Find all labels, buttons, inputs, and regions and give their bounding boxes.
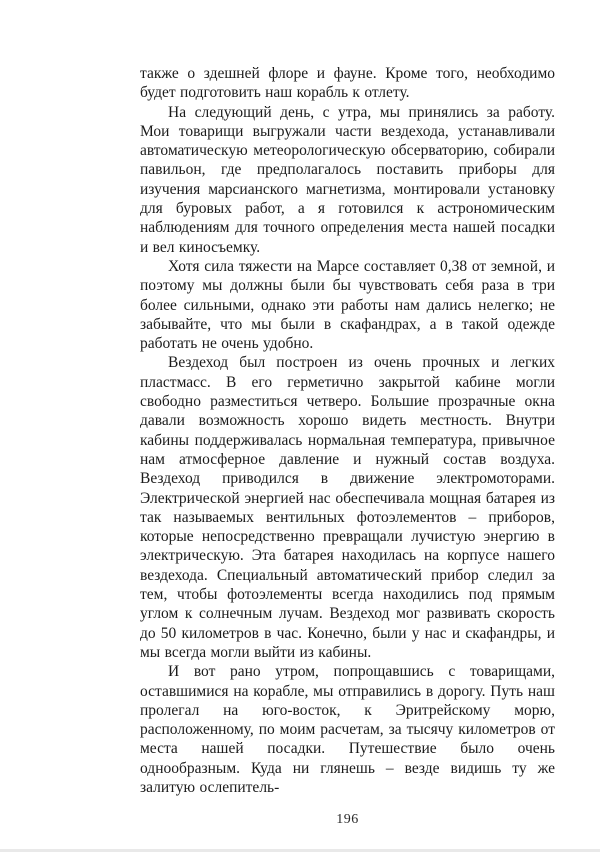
paragraph: И вот рано утром, попрощавшись с товарищами, оставшимися на корабле, мы отправились в дорогу. Путь наш пролегал на юго-восток, к Эритрейскому морю, расположенному, по моим расчетам, за тысячу километров от места нашей посадки. Путешествие было очень однообразным. Куда ни глянешь – везде видишь ту же залитую ослепитель- bbox=[140, 663, 555, 796]
paragraph: На следующий день, с утра, мы принялись за работу. Мои товарищи выгружали части вездехода, устанавливали автоматическую метеорологическую обсерваторию, собирали павильон, где предполагалось поставить приборы для изучения марсианского магнетизма, монтировали установку для буровых работ, а я готовился к астрономическим наблюдениям для точного определения места нашей посадки и вел киносъемку. bbox=[140, 103, 555, 256]
page-text bbox=[140, 64, 555, 797]
paragraph-continuation: также о здешней флоре и фауне. Кроме того, необходимо будет подготовить наш корабль к отлету. bbox=[140, 65, 555, 102]
paragraph: Хотя сила тяжести на Марсе составляет 0,38 от земной, и поэтому мы должны были бы чувствовать себя раза в три более сильными, однако эти работы нам дались нелегко; не забывайте, что мы были в скафандрах, а в такой одежде работать не очень удобно. bbox=[140, 257, 555, 353]
page-number: 196 bbox=[336, 812, 359, 828]
paragraph: Вездеход был построен из очень прочных и легких пластмасс. В его герметично закрытой кабине могли свободно разместиться четверо. Большие прозрачные окна давали возможность хорошо видеть местность. Внутри кабины поддерживалась нормальная температура, привычное нам атмосферное давление и нужный состав воздуха. Вездеход приводился в движение электромоторами. Электрической энергией нас обеспечивала мощная батарея из так называемых вентильных фотоэлементов – приборов, которые непосредственно превращали лучистую энергию в электрическую. Эта батарея находилась на корпусе нашего вездехода. Специальный автоматический прибор следил за тем, чтобы фотоэлементы всегда находились под прямым углом к солнечным лучам. Вездеход мог развивать скорость до 50 километров в час. Конечно, были у нас и скафандры, и мы всегда могли выйти из кабины. bbox=[140, 354, 555, 661]
